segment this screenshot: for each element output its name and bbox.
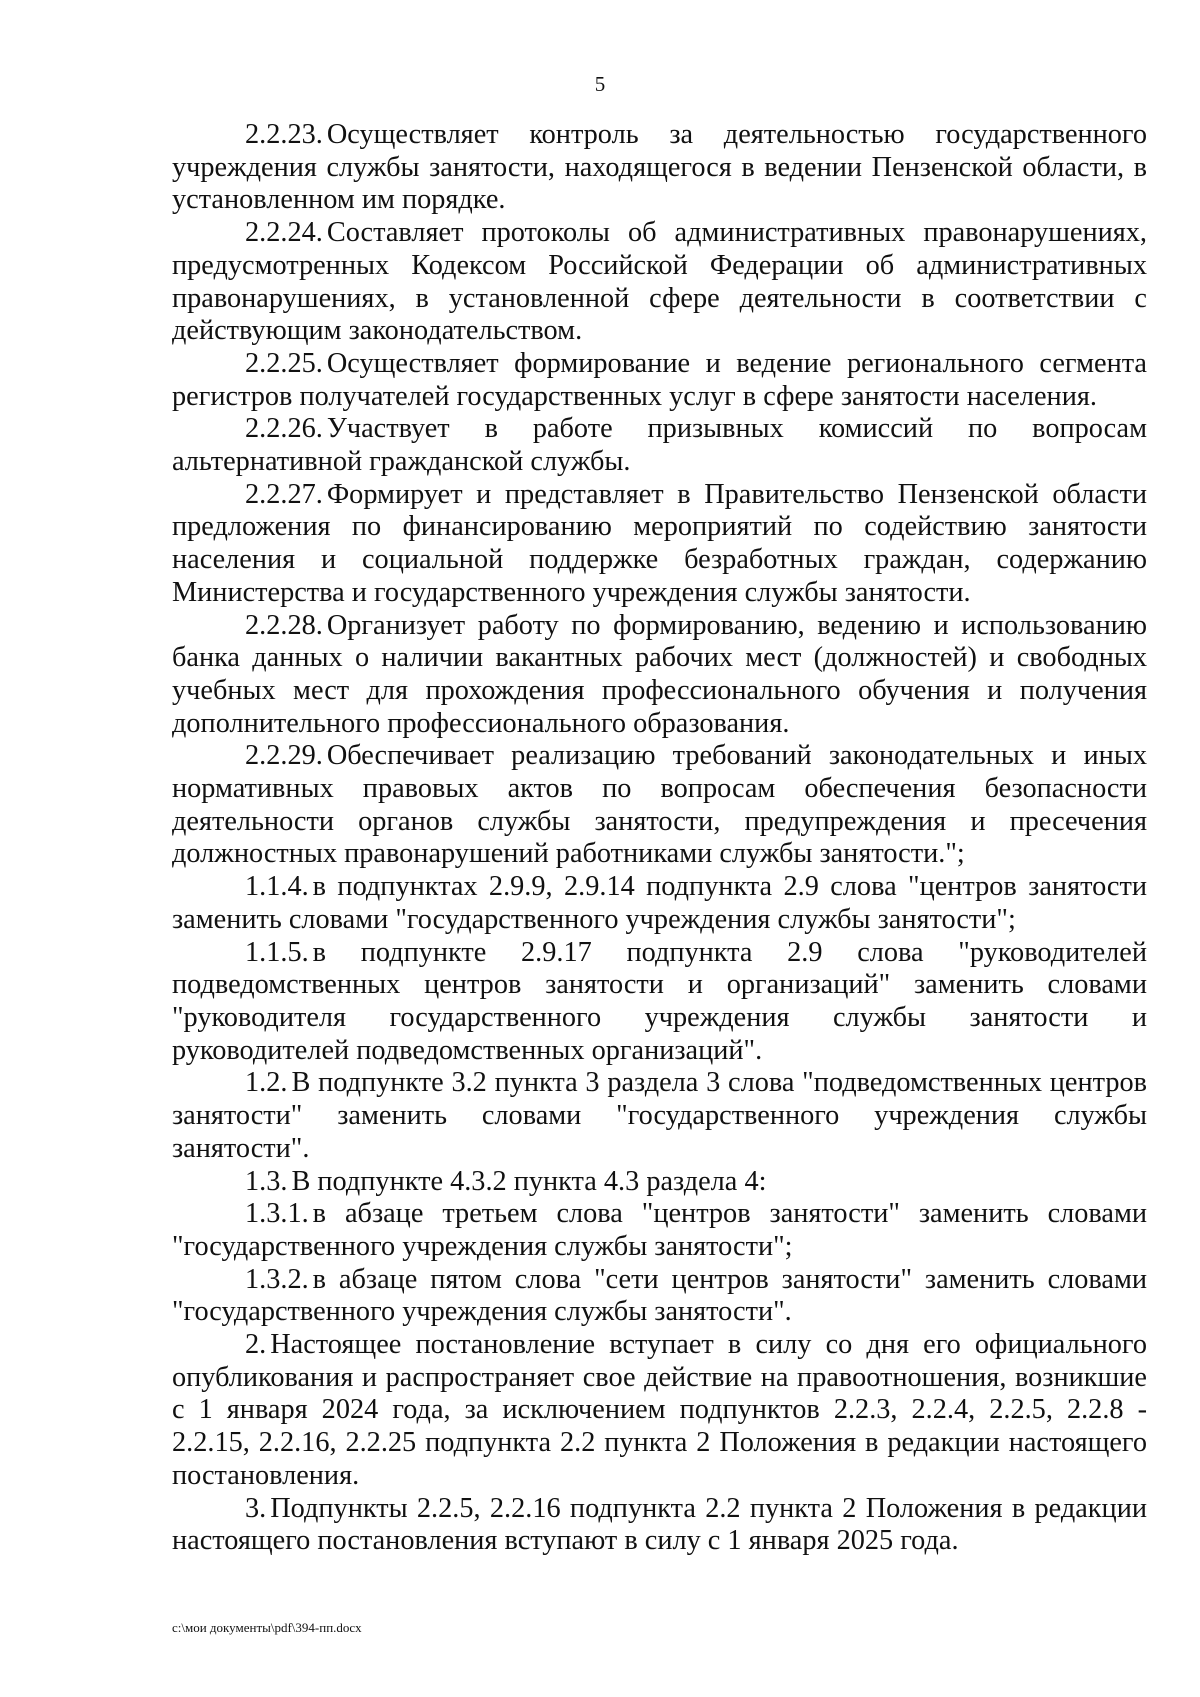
paragraph-2-2-28 xyxy=(172,610,1147,741)
paragraph-2-2-29 xyxy=(172,740,1147,871)
page-number: 5 xyxy=(594,72,606,96)
paragraph-number: 2.2.29. xyxy=(245,740,323,772)
footer-file-path: c:\мои документы\pdf\394-пп.docx xyxy=(172,1620,362,1635)
paragraph-number: 2.2.26. xyxy=(245,413,323,445)
paragraph-2-2-25 xyxy=(172,348,1147,413)
paragraph-text: в подпункте 2.9.17 подпункта 2.9 слова "руководителей подведомственных центров занятости и организаций" заменить словами "руководителя государственного учреждения службы занятости и руководителей подведомственных организаций". xyxy=(172,936,1147,1066)
paragraph-2-2-26 xyxy=(172,413,1147,478)
paragraph-text: в абзаце пятом слова "сети центров занятости" заменить словами "государственного учреждения службы занятости". xyxy=(172,1263,1147,1328)
paragraph-2 xyxy=(172,1329,1147,1493)
paragraph-1-3-1 xyxy=(172,1198,1147,1263)
paragraph-text: в подпунктах 2.9.9, 2.9.14 подпункта 2.9 слова "центров занятости заменить словами "государственного учреждения службы занятости"; xyxy=(172,871,1147,935)
paragraph-number: 1.1.4. xyxy=(245,871,309,903)
paragraph-text: Осуществляет формирование и ведение регионального сегмента регистров получателей государственных услуг в сфере занятости населения. xyxy=(172,347,1147,412)
paragraph-number: 3. xyxy=(245,1492,267,1524)
paragraph-number: 1.2. xyxy=(245,1067,288,1099)
paragraph-2-2-24 xyxy=(172,217,1147,348)
paragraph-1-3 xyxy=(172,1166,1147,1199)
paragraph-number: 2.2.25. xyxy=(245,347,323,379)
paragraph-text: В подпункте 4.3.2 пункта 4.3 раздела 4: xyxy=(291,1165,767,1197)
paragraph-number: 1.3.1. xyxy=(245,1198,309,1230)
paragraph-text: Формирует и представляет в Правительство Пензенской области предложения по финансированию мероприятий по содействию занятости населения и социальной поддержке безработных граждан, содержанию Министерства и государственного учреждения службы занятости. xyxy=(172,478,1147,608)
paragraph-text: Участвует в работе призывных комиссий по вопросам альтернативной гражданской службы. xyxy=(172,413,1147,478)
paragraph-2-2-23 xyxy=(172,119,1147,217)
paragraph-3 xyxy=(172,1493,1147,1558)
paragraph-1-3-2 xyxy=(172,1264,1147,1329)
paragraph-number: 1.3. xyxy=(245,1165,288,1197)
paragraph-number: 2. xyxy=(245,1329,267,1361)
paragraph-2-2-27 xyxy=(172,479,1147,610)
paragraph-number: 2.2.23. xyxy=(245,119,323,150)
paragraph-1-1-5 xyxy=(172,937,1147,1068)
paragraph-number: 2.2.27. xyxy=(245,478,323,510)
paragraph-text: Подпункты 2.2.5, 2.2.16 подпункта 2.2 пункта 2 Положения в редакции настоящего постановления вступают в силу с 1 января 2025 года. xyxy=(172,1492,1147,1557)
paragraph-text: Настоящее постановление вступает в силу со дня его официального опубликования и распространяет свое действие на правоотношения, возникшие с 1 января 2024 года, за исключением подпунктов 2.2.3, 2.2.4, 2.2.5, 2.2.8 - 2.2.15, 2.2.16, 2.2.25 подпункта 2.2 пункта 2 Положения в редакции настоящего постановления. xyxy=(172,1329,1147,1491)
paragraph-1-1-4 xyxy=(172,871,1147,936)
paragraph-text: Составляет протоколы об административных правонарушениях, предусмотренных Кодексом Российской Федерации об административных правонарушениях, в установленной сфере деятельности в соответствии с действующим законодательством. xyxy=(172,217,1147,347)
paragraph-text: Осуществляет контроль за деятельностью государственного учреждения службы занятости, находящегося в ведении Пензенской области, в установленном им порядке. xyxy=(172,119,1147,216)
paragraph-number: 2.2.28. xyxy=(245,609,323,641)
document-body xyxy=(172,119,1147,1558)
paragraph-1-2 xyxy=(172,1067,1147,1165)
paragraph-number: 1.1.5. xyxy=(245,936,309,968)
paragraph-number: 1.3.2. xyxy=(245,1263,309,1295)
paragraph-text: в абзаце третьем слова "центров занятости" заменить словами "государственного учреждения службы занятости"; xyxy=(172,1198,1147,1262)
paragraph-text: Организует работу по формированию, ведению и использованию банка данных о наличии вакантных рабочих мест (должностей) и свободных учебных мест для прохождения профессионального обучения и получения дополнительного профессионального образования. xyxy=(172,609,1147,739)
paragraph-text: В подпункте 3.2 пункта 3 раздела 3 слова "подведомственных центров занятости" заменить словами "государственного учреждения службы занятости". xyxy=(172,1067,1147,1164)
paragraph-text: Обеспечивает реализацию требований законодательных и иных нормативных правовых актов по вопросам обеспечения безопасности деятельности органов службы занятости, предупреждения и пресечения должностных правонарушений работниками службы занятости."; xyxy=(172,740,1147,870)
paragraph-number: 2.2.24. xyxy=(245,217,323,249)
